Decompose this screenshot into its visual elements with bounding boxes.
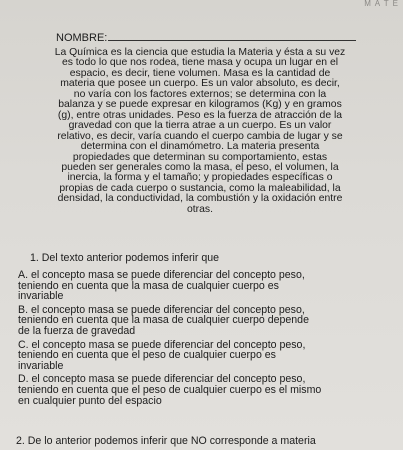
name-label: NOMBRE: <box>56 32 108 44</box>
corner-heading-fragment: M A T E <box>364 0 399 8</box>
intro-line: densidad, la conductividad, la combustión y la oxidación entre <box>57 193 343 205</box>
intro-line: pueden ser generales como la masa, el peso, el volumen, la <box>61 161 339 173</box>
option-c <box>18 340 366 372</box>
intro-line: gravedad con que la tierra atrae a un cuerpo. Es un valor <box>68 120 332 132</box>
option-line: teniendo en cuenta que la masa de cualquier cuerpo es <box>18 279 279 292</box>
intro-line: propiedades que determinan su comportamiento, estas <box>72 151 328 163</box>
question-2: 2. De lo anterior podemos inferir que NO corresponde a materia <box>16 435 316 447</box>
intro-line: determina con el dinamómetro. La materia presenta <box>80 141 320 153</box>
option-b <box>18 305 366 337</box>
option-line: teniendo en cuenta que el peso de cualquier cuerpo es el mismo <box>18 383 322 396</box>
intro-line: materia que posee un cuerpo. Es un valor absoluto, es decir, <box>60 78 340 90</box>
intro-line: espacio, es decir, tiene volumen. Masa es la cantidad de <box>69 67 331 79</box>
option-line: C. el concepto masa se puede diferenciar del concepto peso, <box>18 338 306 351</box>
intro-paragraph <box>10 48 390 215</box>
question-1: 1. Del texto anterior podemos inferir que <box>30 252 220 264</box>
intro-line: otras. <box>187 203 213 215</box>
intro-line: La Química es la ciencia que estudia la Materia y ésta a su vez <box>54 47 346 58</box>
option-line: D. el concepto masa se puede diferenciar del concepto peso, <box>18 373 306 386</box>
option-line: B. el concepto masa se puede diferenciar del concepto peso, <box>18 303 305 316</box>
option-line: en cualquier punto del espacio <box>18 394 162 407</box>
answer-options <box>18 270 366 409</box>
option-line: invariable <box>18 290 64 303</box>
intro-line: relativo, es decir, varía cuando el cuerpo cambia de lugar y se <box>57 130 343 142</box>
intro-line: es todo lo que nos rodea, tiene masa y ocupa un lugar en el <box>61 57 339 69</box>
intro-line: balanza y se puede expresar en kilogramos (Kg) y en gramos <box>58 99 342 111</box>
name-header <box>56 28 356 44</box>
intro-line: (g), entre otras unidades. Peso es la fuerza de atracción de la <box>57 109 343 121</box>
option-line: de la fuerza de gravedad <box>18 324 136 337</box>
intro-line: inercia, la forma y el tamaño; y propiedades específicas o <box>67 172 333 184</box>
name-blank-line <box>108 40 356 41</box>
option-d <box>18 374 366 406</box>
option-line: teniendo en cuenta que la masa de cualquier cuerpo depende <box>18 314 309 327</box>
option-line: A. el concepto masa se puede diferenciar del concepto peso, <box>18 269 305 281</box>
intro-line: no varía con los factores externos; se determina con la <box>73 88 327 100</box>
intro-line: propias de cada cuerpo o sustancia, como la maleabilidad, la <box>59 182 341 194</box>
option-line: invariable <box>18 359 64 372</box>
option-line: teniendo en cuenta que el peso de cualquier cuerpo es <box>18 349 276 362</box>
option-a <box>18 270 366 302</box>
